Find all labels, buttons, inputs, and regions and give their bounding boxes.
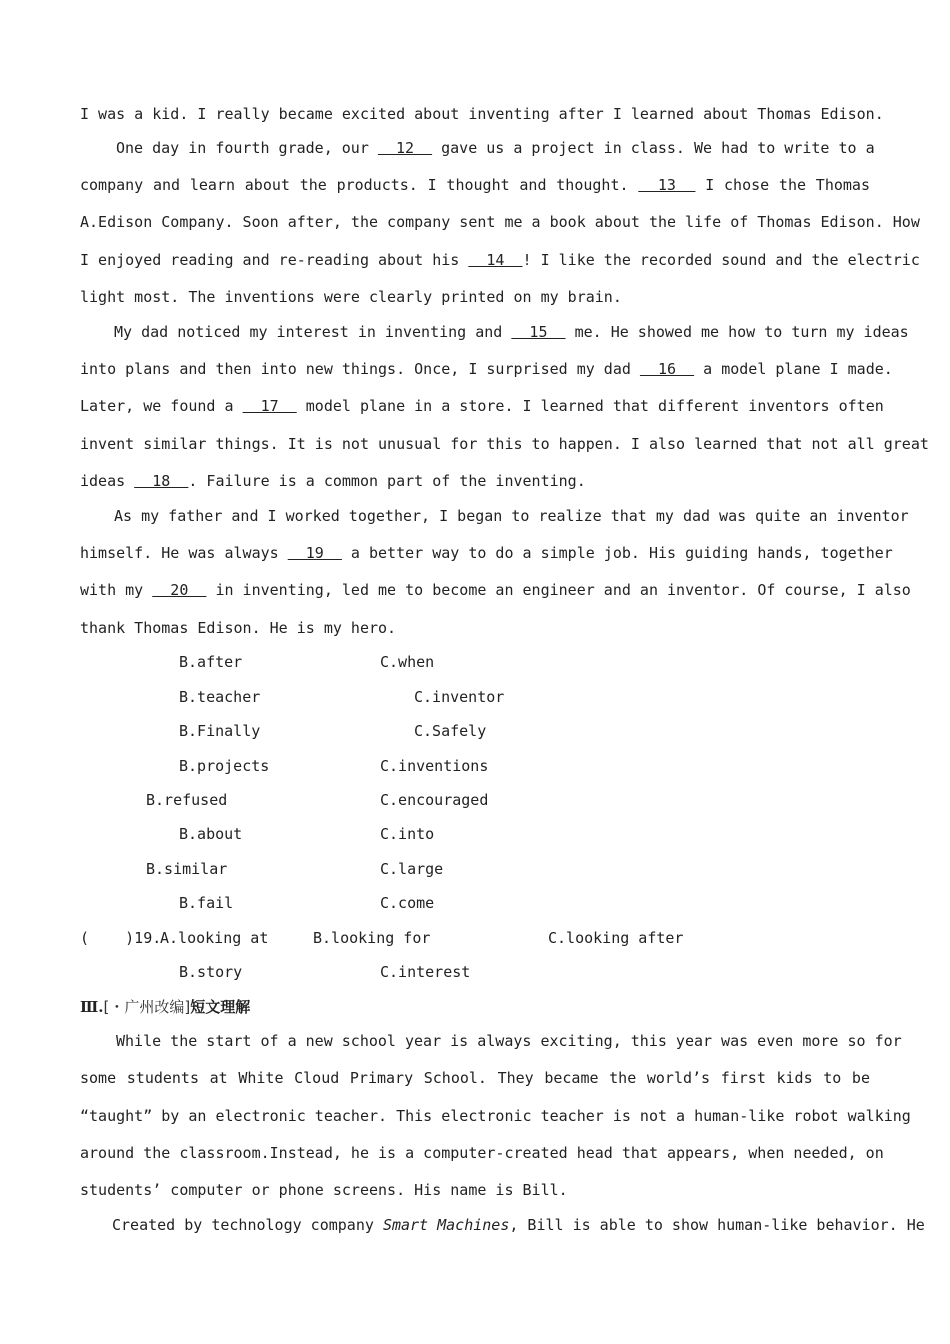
text: me. He showed me how to turn my ideas (565, 323, 909, 341)
text: company and learn about the products. I thought and thought. (80, 176, 639, 194)
option-c: C.come (380, 894, 435, 912)
option-c: C.when (380, 653, 435, 671)
text: gave us a project in class. We had to write to a (432, 139, 875, 157)
text: . Failure is a common part of the inventing. (188, 472, 586, 490)
passage1-line-6: light most. The inventions were clearly printed on my brain. (80, 288, 622, 306)
option-c: C.encouraged (380, 791, 489, 809)
option-b: B.looking for (313, 929, 431, 947)
passage1-line-14 (80, 579, 911, 601)
section-number: Ⅲ. (80, 998, 104, 1016)
option-b: B.after (179, 653, 243, 671)
text: , Bill is able to show human-like behavior. He (509, 1216, 925, 1234)
passage1-line-7 (80, 321, 909, 343)
passage2-line-6 (80, 1214, 925, 1236)
text: himself. He was always (80, 544, 288, 562)
section-title: 短文理解 (190, 998, 251, 1016)
passage1-line-11 (80, 470, 870, 492)
blank-18: 18 (134, 472, 189, 490)
option-c: C.into (380, 825, 435, 843)
passage1-line-15: thank Thomas Edison. He is my hero. (80, 619, 397, 637)
text: into plans and then into new things. Once, I surprised my dad (80, 360, 640, 378)
text: One day in fourth grade, our (116, 139, 378, 157)
text: Created by technology company (112, 1216, 383, 1234)
text: I chose the Thomas (695, 176, 870, 194)
option-b: B.fail (179, 894, 234, 912)
option-a: A.looking at (160, 929, 269, 947)
option-c: C.interest (380, 963, 471, 981)
text: My dad noticed my interest in inventing and (114, 323, 512, 341)
blank-16: 16 (639, 360, 695, 378)
question-number-19: ( )19. (80, 929, 162, 947)
blank-13: 13 (638, 176, 696, 194)
passage2-line-3: “taught” by an electronic teacher. This electronic teacher is not a human-like robot walking (80, 1107, 911, 1125)
option-b: B.story (179, 963, 243, 981)
source-tag: [・广州改编] (103, 998, 191, 1016)
passage1-line-10: invent similar things. It is not unusual for this to happen. I also learned that not all great (80, 435, 929, 453)
section-heading (80, 996, 870, 1018)
passage1-line-8 (80, 358, 893, 380)
text: I enjoyed reading and re-reading about his (80, 251, 469, 269)
option-c: C.large (380, 860, 444, 878)
option-b: B.about (179, 825, 243, 843)
passage1-line-9 (80, 395, 884, 417)
text: model plane in a store. I learned that different inventors often (296, 397, 884, 415)
blank-12: 12 (377, 139, 433, 157)
blank-17: 17 (242, 397, 297, 415)
text: in inventing, led me to become an engineer and an inventor. Of course, I also (206, 581, 911, 599)
option-c: C.looking after (548, 929, 684, 947)
passage1-line-12: As my father and I worked together, I began to realize that my dad was quite an inventor (114, 507, 909, 525)
option-b: B.refused (146, 791, 228, 809)
blank-19: 19 (287, 544, 342, 562)
text: Later, we found a (80, 397, 243, 415)
passage1-line-13 (80, 542, 893, 564)
passage2-line-5: students’ computer or phone screens. His name is Bill. (80, 1181, 568, 1199)
passage1-line-3 (80, 174, 870, 196)
text: a model plane I made. (694, 360, 893, 378)
passage1-line-2 (80, 137, 875, 159)
option-c: C.inventions (380, 757, 489, 775)
company-name: Smart Machines (382, 1216, 510, 1234)
blank-20: 20 (152, 581, 207, 599)
option-b: B.projects (179, 757, 270, 775)
option-c: C.inventor (414, 688, 505, 706)
option-c: C.Safely (414, 722, 487, 740)
text: with my (80, 581, 153, 599)
option-b: B.teacher (179, 688, 261, 706)
blank-15: 15 (511, 323, 566, 341)
option-b: B.Finally (179, 722, 261, 740)
passage1-line-1: I was a kid. I really became excited about inventing after I learned about Thomas Edison. (80, 105, 884, 123)
text: ! I like the recorded sound and the electric (522, 251, 920, 269)
passage2-line-1: While the start of a new school year is always exciting, this year was even more so for (116, 1032, 902, 1050)
passage2-line-4: around the classroom.Instead, he is a computer-created head that appears, when needed, on (80, 1144, 884, 1162)
passage1-line-4: A.Edison Company. Soon after, the company sent me a book about the life of Thomas Edison. How (80, 213, 920, 231)
option-b: B.similar (146, 860, 228, 878)
text: ideas (80, 472, 135, 490)
blank-14: 14 (468, 251, 523, 269)
passage1-line-5 (80, 249, 920, 271)
passage2-line-2: some students at White Cloud Primary School. They became the world’s first kids to be (80, 1069, 870, 1087)
text: a better way to do a simple job. His guiding hands, together (341, 544, 893, 562)
